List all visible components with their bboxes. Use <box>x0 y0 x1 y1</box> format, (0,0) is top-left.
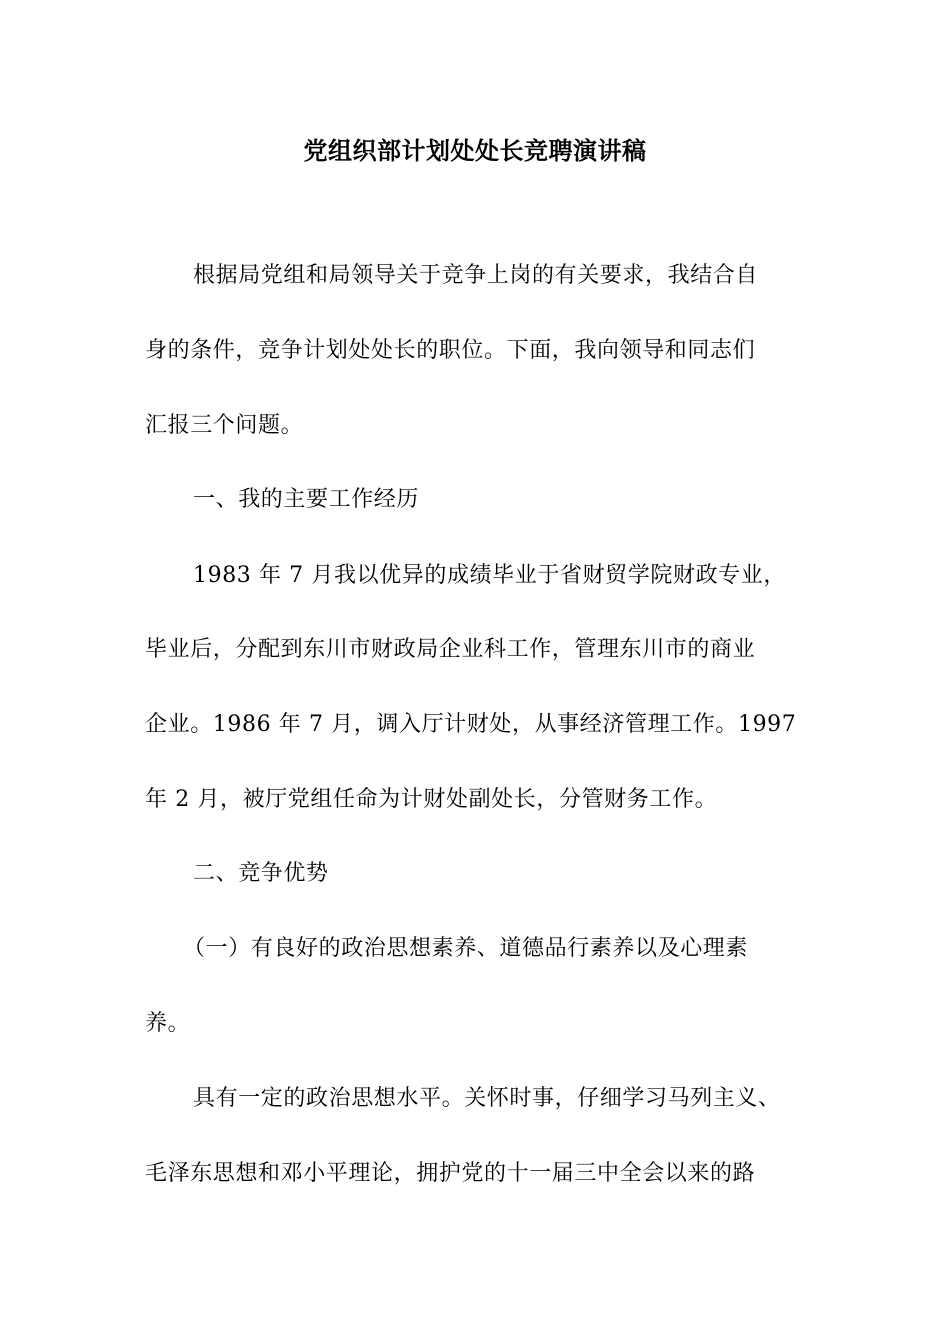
subsection-heading-continued: 养。 <box>145 1011 191 1036</box>
paragraph-line: 汇报三个问题。 <box>145 413 304 438</box>
subsection-heading: （一）有良好的政治思想素养、道德品行素养以及心理素 <box>183 936 749 961</box>
document-title: 党组织部计划处处长竞聘演讲稿 <box>303 136 647 165</box>
paragraph-line: 年 2 月，被厅党组任命为计财处副处长，分管财务工作。 <box>145 787 718 812</box>
paragraph-line: 具有一定的政治思想水平。关怀时事，仔细学习马列主义、 <box>193 1086 781 1111</box>
paragraph-line: 企业。1986 年 7 月，调入厅计财处，从事经济管理工作。1997 <box>145 712 797 737</box>
section-heading: 二、竞争优势 <box>193 861 329 886</box>
paragraph-line: 身的条件，竞争计划处处长的职位。下面，我向领导和同志们 <box>145 338 756 363</box>
paragraph-line: 毛泽东思想和邓小平理论，拥护党的十一届三中全会以来的路 <box>145 1161 756 1186</box>
section-heading: 一、我的主要工作经历 <box>193 487 420 512</box>
paragraph-line: 毕业后，分配到东川市财政局企业科工作，管理东川市的商业 <box>145 637 756 662</box>
paragraph-line: 根据局党组和局领导关于竞争上岗的有关要求，我结合自 <box>193 263 759 288</box>
paragraph-line: 1983 年 7 月我以优异的成绩毕业于省财贸学院财政专业， <box>193 563 786 588</box>
